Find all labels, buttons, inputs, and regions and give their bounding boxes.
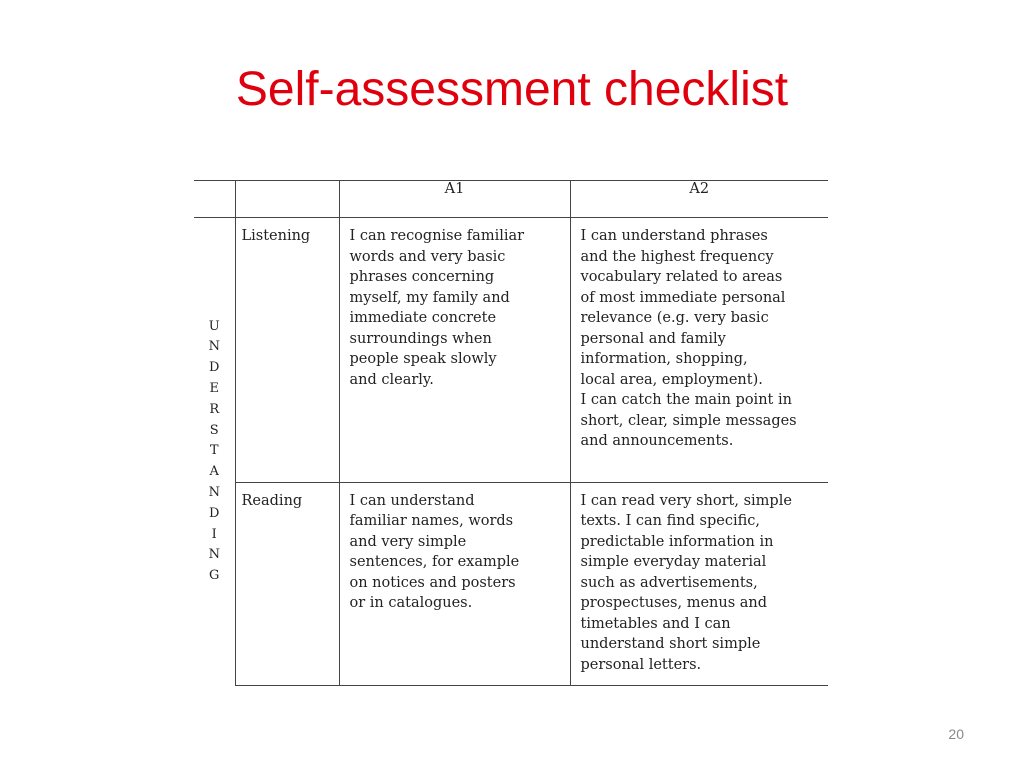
listening-a1-cell [339, 218, 570, 483]
header-row [194, 181, 828, 218]
listening-a2-line: short, clear, simple messages [580, 412, 797, 429]
side-label-letter: N [208, 547, 220, 563]
reading-a2-line: personal letters. [580, 656, 702, 673]
reading-a2-line: simple everyday material [580, 554, 767, 571]
listening-a2-line: I can catch the main point in [580, 392, 792, 409]
listening-a2-line: and the highest frequency [580, 248, 774, 265]
reading-a2-line: I can read very short, simple [580, 492, 792, 509]
side-label-letter: U [208, 318, 220, 334]
side-label-letter: I [211, 526, 217, 542]
table-row-listening [194, 218, 828, 483]
page-number: 20 [948, 726, 964, 742]
listening-a2-line: of most immediate personal [580, 289, 786, 306]
reading-a2-line: predictable information in [580, 533, 774, 550]
listening-a1-line: and clearly. [349, 371, 434, 388]
side-label-letter: R [209, 401, 220, 417]
header-a2: A2 [570, 181, 828, 218]
side-label-letter: E [209, 380, 219, 396]
side-label-letters [209, 317, 220, 587]
listening-a1-line: surroundings when [349, 330, 492, 347]
side-label-letter: D [209, 505, 220, 521]
reading-a1-line: sentences, for example [349, 554, 520, 571]
listening-a2-line: personal and family [580, 330, 726, 347]
slide-title: Self-assessment checklist [235, 63, 789, 116]
listening-a2-line: local area, employment). [580, 371, 763, 388]
reading-a2-line: prospectuses, menus and [580, 595, 768, 612]
side-label-letter: S [209, 422, 219, 438]
understanding-side-label [194, 218, 235, 686]
self-assessment-table [194, 180, 828, 686]
reading-a2-line: understand short simple [580, 636, 761, 653]
header-side-blank [194, 181, 235, 218]
reading-a2-cell [570, 482, 828, 685]
listening-a2-line: information, shopping, [580, 351, 748, 368]
listening-a1-line: I can recognise familiar [349, 228, 525, 245]
reading-a2-line: such as advertisements, [580, 574, 758, 591]
listening-a2-line: I can understand phrases [580, 228, 768, 245]
reading-a2-line: texts. I can find specific, [580, 513, 760, 530]
side-label-letter: N [208, 339, 220, 355]
listening-a2-line: vocabulary related to areas [580, 269, 783, 286]
reading-a2-line: timetables and I can [580, 615, 731, 632]
listening-a2-line: relevance (e.g. very basic [580, 310, 769, 327]
side-label-letter: T [209, 443, 219, 459]
reading-a1-line: and very simple [349, 533, 467, 550]
side-label-letter: A [209, 464, 219, 480]
listening-a1-line: phrases concerning [349, 269, 495, 286]
reading-a1-line: on notices and posters [349, 574, 516, 591]
reading-a1-cell [339, 482, 570, 685]
skill-listening: Listening [235, 218, 339, 483]
listening-a1-line: immediate concrete [349, 310, 497, 327]
checklist-table-container [194, 180, 828, 686]
skill-reading: Reading [235, 482, 339, 685]
listening-a2-cell [570, 218, 828, 483]
listening-a1-line: words and very basic [349, 248, 506, 265]
listening-a2-line: and announcements. [580, 433, 734, 450]
table-row-reading [194, 482, 828, 685]
reading-a1-line: or in catalogues. [349, 595, 473, 612]
side-label-letter: D [209, 360, 220, 376]
listening-a1-line: people speak slowly [349, 351, 497, 368]
side-label-letter: G [209, 568, 220, 584]
reading-a1-line: I can understand [349, 492, 475, 509]
header-a1: A1 [339, 181, 570, 218]
reading-a1-line: familiar names, words [349, 513, 514, 530]
header-skill-blank [235, 181, 339, 218]
side-label-letter: N [208, 484, 220, 500]
listening-a1-line: myself, my family and [349, 289, 510, 306]
